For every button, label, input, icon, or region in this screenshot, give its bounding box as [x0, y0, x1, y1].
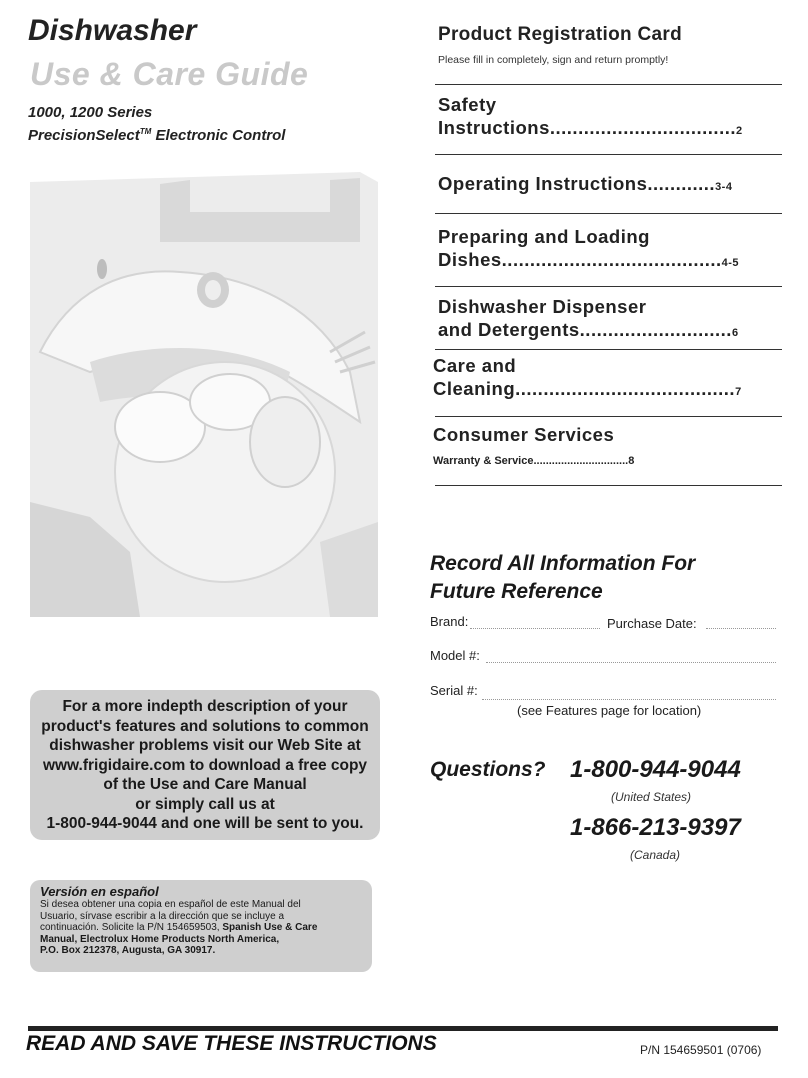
footer-divider [28, 1026, 778, 1031]
toc-consumer [433, 423, 635, 473]
questions-label: Questions? [430, 758, 546, 781]
serial-label: Serial #: [430, 683, 478, 698]
control-line [28, 122, 285, 145]
spanish-line [40, 922, 372, 934]
spanish-line: Si desea obtener una copia en español de este Manual del [40, 899, 301, 910]
toc-dispenser-line2 [438, 318, 739, 345]
toc-consumer-label: Warranty & Service............................... [433, 455, 629, 467]
model-label: Model #: [430, 648, 480, 663]
divider [435, 286, 782, 287]
web-info-line: of the Use and Care Manual [103, 776, 307, 793]
toc-dispenser [438, 295, 739, 345]
toc-care-line1: Care and [433, 355, 517, 376]
registration-title: Product Registration Card [438, 24, 682, 45]
toc-safety [438, 93, 743, 143]
series-line: 1000, 1200 Series [28, 104, 153, 121]
divider [435, 485, 782, 486]
divider [435, 84, 782, 85]
toc-preparing-line1: Preparing and Loading [438, 226, 650, 247]
phone-canada-label: (Canada) [630, 848, 681, 862]
toc-care-line2 [433, 377, 742, 404]
phone-us-label: (United States) [611, 790, 692, 804]
web-info-line: www.frigidaire.com to download a free copy [42, 756, 368, 774]
spanish-line: Usuario, sírvase escribir a la dirección que se incluye a [40, 910, 284, 922]
toc-preparing [438, 225, 739, 275]
toc-safety-line1: Safety [438, 94, 497, 115]
phone-canada: 1-866-213-9397 [570, 814, 741, 841]
toc-operating [438, 172, 732, 199]
model-field[interactable] [486, 662, 776, 663]
toc-dispenser-page: 6 [731, 327, 739, 339]
spanish-title: Versión en español [40, 884, 159, 899]
record-info-title [430, 550, 695, 606]
divider [435, 213, 782, 214]
divider [435, 349, 782, 350]
toc-operating-label: Operating Instructions............ [438, 173, 716, 194]
toc-safety-line2 [438, 116, 743, 143]
phone-us: 1-800-944-9044 [570, 756, 741, 783]
web-info-line: product's features and solutions to common [41, 717, 369, 735]
toc-consumer-line1: Consumer Services [433, 424, 615, 445]
see-features-note: (see Features page for location) [517, 703, 702, 718]
registration-subtitle: Please fill in completely, sign and return promptly! [438, 54, 669, 66]
record-title-line2: Future Reference [430, 580, 603, 603]
trademark-mark: TM [139, 127, 152, 136]
spanish-line-normal: continuación. Solicite la P/N 154659503, [40, 922, 223, 933]
part-number: P/N 154659501 (0706) [640, 1043, 762, 1057]
web-info-line: For a more indepth description of your [62, 698, 348, 715]
web-info-line: 1-800-944-9044 and one will be sent to you. [46, 815, 364, 832]
toc-preparing-page: 4-5 [721, 257, 740, 269]
toc-consumer-line2 [433, 446, 635, 473]
toc-dispenser-line1: Dishwasher Dispenser [438, 296, 647, 317]
series-info [28, 103, 285, 145]
web-info-line: or simply call us at [135, 795, 275, 813]
divider [435, 154, 782, 155]
dishwasher-illustration [30, 172, 380, 617]
toc-safety-label: Instructions................................. [438, 117, 736, 138]
toc-care-page: 7 [735, 386, 742, 398]
document-title: Dishwasher [28, 14, 197, 47]
divider [435, 416, 782, 417]
brand-field[interactable] [470, 628, 600, 629]
spanish-version-box [30, 880, 372, 972]
control-suffix: Electronic Control [151, 127, 286, 144]
toc-consumer-page: 8 [628, 455, 635, 467]
toc-dispenser-label: and Detergents........................... [438, 319, 732, 340]
spanish-line-bold: Spanish Use & Care [222, 922, 318, 933]
serial-field[interactable] [482, 699, 776, 700]
footer-instructions: READ AND SAVE THESE INSTRUCTIONS [26, 1032, 437, 1055]
purchase-date-field[interactable] [706, 628, 776, 629]
brand-label: Brand: [430, 614, 469, 629]
web-info-box [30, 690, 380, 840]
toc-care [433, 354, 742, 404]
toc-safety-page: 2 [736, 125, 743, 137]
purchase-date-label: Purchase Date: [607, 616, 697, 631]
record-title-line1: Record All Information For [430, 552, 696, 575]
spanish-line: Manual, Electrolux Home Products North America, [40, 933, 280, 945]
toc-preparing-line2 [438, 248, 739, 275]
spanish-line: P.O. Box 212378, Augusta, GA 30917. [40, 945, 216, 956]
document-subtitle: Use & Care Guide [30, 56, 309, 92]
control-name: PrecisionSelect [28, 127, 140, 144]
toc-preparing-label: Dishes....................................... [438, 249, 722, 270]
toc-operating-page: 3-4 [715, 181, 733, 193]
web-info-line: dishwasher problems visit our Web Site at [49, 737, 361, 754]
toc-care-label: Cleaning....................................... [433, 378, 736, 399]
